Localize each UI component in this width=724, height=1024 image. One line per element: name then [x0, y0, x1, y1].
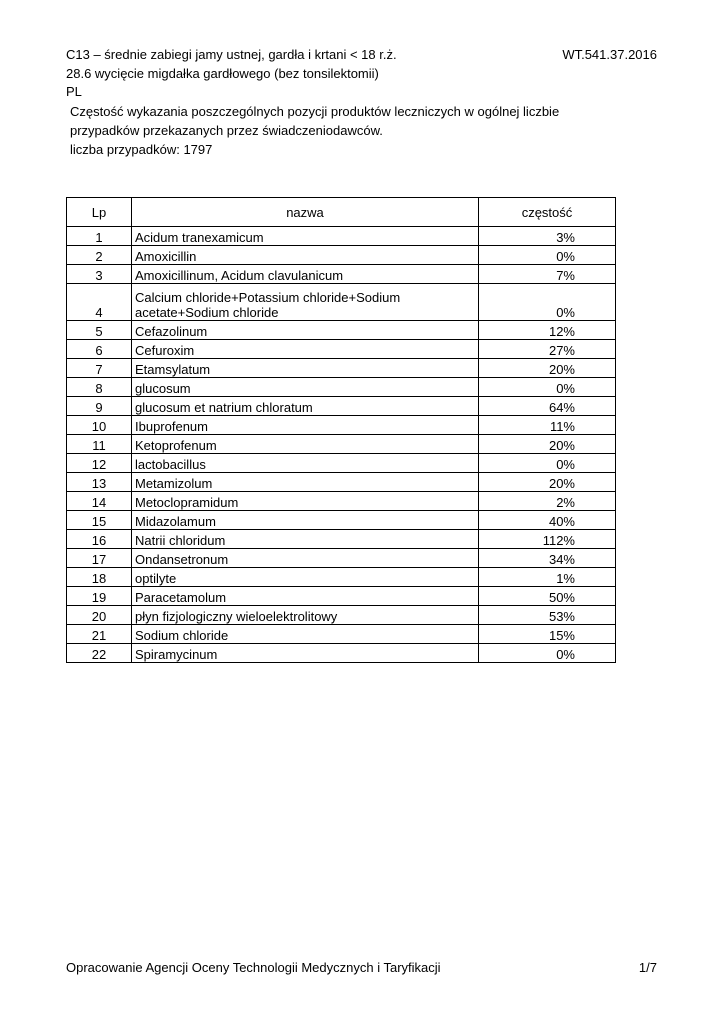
table-row — [67, 625, 616, 644]
table-header-row — [67, 198, 616, 227]
row-lp: 2 — [67, 246, 132, 265]
header-description-1: Częstość wykazania poszczególnych pozycji produktów leczniczych w ogólnej liczbie — [70, 104, 560, 119]
table-row — [67, 454, 616, 473]
row-drug-name: Cefazolinum — [132, 321, 479, 340]
row-drug-name: Calcium chloride+Potassium chloride+Sodium acetate+Sodium chloride — [132, 284, 479, 321]
row-frequency: 20% — [479, 359, 616, 378]
row-frequency: 20% — [479, 473, 616, 492]
row-frequency: 0% — [479, 284, 616, 321]
header-procedure: 28.6 wycięcie migdałka gardłowego (bez tonsilektomii) — [66, 66, 379, 81]
row-drug-name: płyn fizjologiczny wieloelektrolitowy — [132, 606, 479, 625]
row-drug-name: optilyte — [132, 568, 479, 587]
row-lp: 21 — [67, 625, 132, 644]
row-lp: 12 — [67, 454, 132, 473]
column-header-name: nazwa — [132, 198, 479, 227]
row-lp: 15 — [67, 511, 132, 530]
row-lp: 18 — [67, 568, 132, 587]
row-lp: 10 — [67, 416, 132, 435]
row-drug-name: Sodium chloride — [132, 625, 479, 644]
row-drug-name: Cefuroxim — [132, 340, 479, 359]
row-frequency: 15% — [479, 625, 616, 644]
row-frequency: 7% — [479, 265, 616, 284]
row-lp: 20 — [67, 606, 132, 625]
row-lp: 1 — [67, 227, 132, 246]
table-row — [67, 435, 616, 454]
table-body — [67, 227, 616, 663]
table-row — [67, 397, 616, 416]
row-frequency: 53% — [479, 606, 616, 625]
header-region: PL — [66, 84, 82, 99]
row-lp: 8 — [67, 378, 132, 397]
row-frequency: 34% — [479, 549, 616, 568]
table-row — [67, 473, 616, 492]
header-description-2: przypadków przekazanych przez świadczeniodawców. — [70, 123, 383, 138]
row-drug-name: Spiramycinum — [132, 644, 479, 663]
row-drug-name: Paracetamolum — [132, 587, 479, 606]
row-drug-name: Ondansetronum — [132, 549, 479, 568]
row-frequency: 11% — [479, 416, 616, 435]
row-drug-name: Amoxicillinum, Acidum clavulanicum — [132, 265, 479, 284]
row-lp: 5 — [67, 321, 132, 340]
row-drug-name: Etamsylatum — [132, 359, 479, 378]
row-lp: 3 — [67, 265, 132, 284]
row-drug-name: Metoclopramidum — [132, 492, 479, 511]
row-frequency: 0% — [479, 644, 616, 663]
row-lp: 17 — [67, 549, 132, 568]
table-row — [67, 378, 616, 397]
table-row — [67, 321, 616, 340]
table-row — [67, 492, 616, 511]
row-frequency: 64% — [479, 397, 616, 416]
row-drug-name: Ketoprofenum — [132, 435, 479, 454]
column-header-lp: Lp — [67, 198, 132, 227]
row-frequency: 2% — [479, 492, 616, 511]
table-row — [67, 416, 616, 435]
row-lp: 9 — [67, 397, 132, 416]
table-row — [67, 265, 616, 284]
drug-frequency-table — [66, 197, 616, 663]
table-row — [67, 511, 616, 530]
footer-organization: Opracowanie Agencji Oceny Technologii Medycznych i Taryfikacji — [66, 960, 441, 975]
row-frequency: 20% — [479, 435, 616, 454]
table-row — [67, 644, 616, 663]
row-drug-name: Acidum tranexamicum — [132, 227, 479, 246]
row-drug-name: Midazolamum — [132, 511, 479, 530]
row-drug-name: glucosum et natrium chloratum — [132, 397, 479, 416]
row-frequency: 50% — [479, 587, 616, 606]
table-row — [67, 530, 616, 549]
row-lp: 13 — [67, 473, 132, 492]
table-row — [67, 246, 616, 265]
row-lp: 19 — [67, 587, 132, 606]
row-lp: 22 — [67, 644, 132, 663]
column-header-frequency: częstość — [479, 198, 616, 227]
case-count: liczba przypadków: 1797 — [70, 142, 213, 157]
row-lp: 6 — [67, 340, 132, 359]
table-row — [67, 568, 616, 587]
row-frequency: 0% — [479, 246, 616, 265]
row-drug-name: lactobacillus — [132, 454, 479, 473]
table-row — [67, 606, 616, 625]
row-frequency: 1% — [479, 568, 616, 587]
table-row — [67, 549, 616, 568]
document-code: WT.541.37.2016 — [562, 47, 657, 62]
table-row — [67, 284, 616, 321]
row-drug-name: Metamizolum — [132, 473, 479, 492]
table-row — [67, 587, 616, 606]
row-frequency: 0% — [479, 454, 616, 473]
table-row — [67, 227, 616, 246]
row-frequency: 27% — [479, 340, 616, 359]
row-drug-name: Ibuprofenum — [132, 416, 479, 435]
row-lp: 14 — [67, 492, 132, 511]
row-lp: 16 — [67, 530, 132, 549]
row-frequency: 0% — [479, 378, 616, 397]
row-lp: 7 — [67, 359, 132, 378]
row-lp: 4 — [67, 284, 132, 321]
row-lp: 11 — [67, 435, 132, 454]
page-number: 1/7 — [638, 960, 657, 975]
row-frequency: 12% — [479, 321, 616, 340]
row-frequency: 112% — [479, 530, 616, 549]
header-title: C13 – średnie zabiegi jamy ustnej, gardła i krtani < 18 r.ż. — [66, 47, 397, 62]
table-row — [67, 340, 616, 359]
row-drug-name: glucosum — [132, 378, 479, 397]
row-frequency: 40% — [479, 511, 616, 530]
row-drug-name: Natrii chloridum — [132, 530, 479, 549]
row-drug-name: Amoxicillin — [132, 246, 479, 265]
row-frequency: 3% — [479, 227, 616, 246]
table-row — [67, 359, 616, 378]
